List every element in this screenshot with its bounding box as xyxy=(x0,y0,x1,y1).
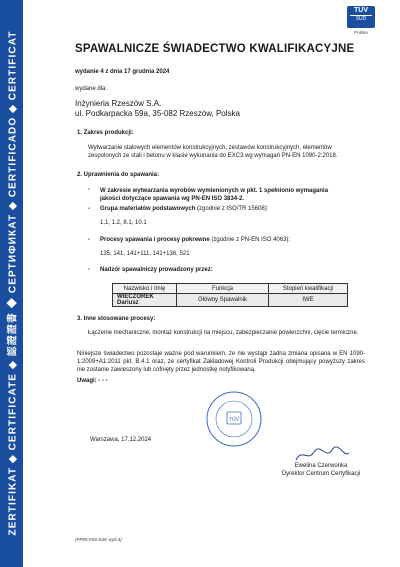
company-name: Inżynieria Rzeszów S.A. xyxy=(75,99,162,108)
remarks: Uwagi: - - - xyxy=(77,378,108,384)
section2-heading: 2. Uprawnienia do spawania: xyxy=(77,172,160,178)
table-header: Nazwisko i Imię xyxy=(113,284,177,294)
tuv-stamp xyxy=(206,391,262,447)
bullet-3: - xyxy=(88,237,90,243)
bullet-4-text: Nadzór spawalniczy prowadzony przez: xyxy=(100,267,213,273)
document-title: SPAWALNICZE ŚWIADECTWO KWALIFIKACYJNE xyxy=(75,43,355,55)
place-date: Warszawa, 17.12.2024 xyxy=(90,437,152,443)
bullet-2: - xyxy=(88,206,90,212)
signatory-title: Dyrektor Centrum Certyfikacji xyxy=(281,471,361,477)
logo-line2: SÜD xyxy=(350,15,372,23)
bullet-3-rest: (zgodnie z PN-EN ISO 4063): xyxy=(209,237,291,243)
bullet-1: - xyxy=(88,187,90,193)
svg-text:TÜV: TÜV xyxy=(229,417,239,423)
issued-for-label: wydane dla: xyxy=(75,86,108,92)
tuv-logo xyxy=(347,6,375,28)
bullet-2-text xyxy=(100,206,268,212)
logo-caption: Polska xyxy=(354,30,368,35)
certificate-side-band xyxy=(0,0,23,567)
company-address: ul. Podkarpacka 59a, 35-082 Rzeszów, Polska xyxy=(75,109,240,118)
table-cell: IWE xyxy=(269,294,348,307)
table-header: Funkcja xyxy=(177,284,269,294)
bullet-3-text xyxy=(100,237,290,243)
edition-line: wydanie 4 z dnia 17 grudnia 2024 xyxy=(75,69,170,75)
bullet-2-bold: Grupa materiałów podstawowych xyxy=(100,206,196,212)
table-header: Stopień kwalifikacji xyxy=(269,284,348,294)
section1-heading: 1. Zakres produkcji: xyxy=(77,130,134,136)
signatory-name: Ewelina Czerwonka xyxy=(294,463,348,469)
bullet-3-bold: Procesy spawania i procesy pokrewne xyxy=(100,237,210,243)
section1-text: Wytwarzanie stalowych elementów konstrukcyjnych, zestawów konstrukcyjnych, elementów zespolonych ze stali i betonu w klasie wykonania do EXC3 wg wymagań PN-EN 1090-2:2018. xyxy=(88,145,338,159)
bullet-4: - xyxy=(88,267,90,273)
welding-processes: 135, 141, 141+111, 141+136, 521 xyxy=(100,251,190,257)
bullet-2-rest: (zgodnie z ISO/TR 15608): xyxy=(195,206,269,212)
table-cell: Główny Spawalnik xyxy=(177,294,269,307)
table-cell: WIECZOREK Dariusz xyxy=(113,294,177,307)
validity-text: Niniejsze świadectwo pozostaje ważne pod warunkiem, że nie wystąpi żadna zmiana opisana w EN 1090-1:2009+A1:2011 pkt. B.4.1 oraz, że certyfikat Zakładowej Kontroli Produkcji obejmujący powyższy zakres nie zostanie zawieszony lub cofnięty przez jednostkę notyfikowaną. xyxy=(77,351,365,373)
side-band-text: ZERTIFIKAT ◆ CERTIFICATE ◆ 認證證書 ◆ СЕРТИФИКАТ ◆ CERTIFICADO ◆ CERTIFICAT xyxy=(7,30,19,536)
supervision-table xyxy=(112,283,348,307)
footer-code: (PP05-F03-SSK wyd.4) xyxy=(75,537,122,542)
material-groups: 1.1, 1.2, 8.1, 10.1 xyxy=(100,220,147,226)
table-row xyxy=(113,294,348,307)
section3-heading: 3. Inne stosowane procesy: xyxy=(77,316,156,322)
table-header-row xyxy=(113,284,348,294)
bullet-1-text: W zakresie wytwarzania wyrobów wymienionych w pkt. 1 spełnionio wymagania jakości dotyczące spawania wg PN-EN ISO 3834-2. xyxy=(100,188,329,202)
section3-text: Łączenie mechaniczne, montaż konstrukcji na miejscu, zabezpieczanie powierzchni, cięcie termiczne. xyxy=(88,330,359,336)
logo-line1: TÜV xyxy=(354,7,368,14)
